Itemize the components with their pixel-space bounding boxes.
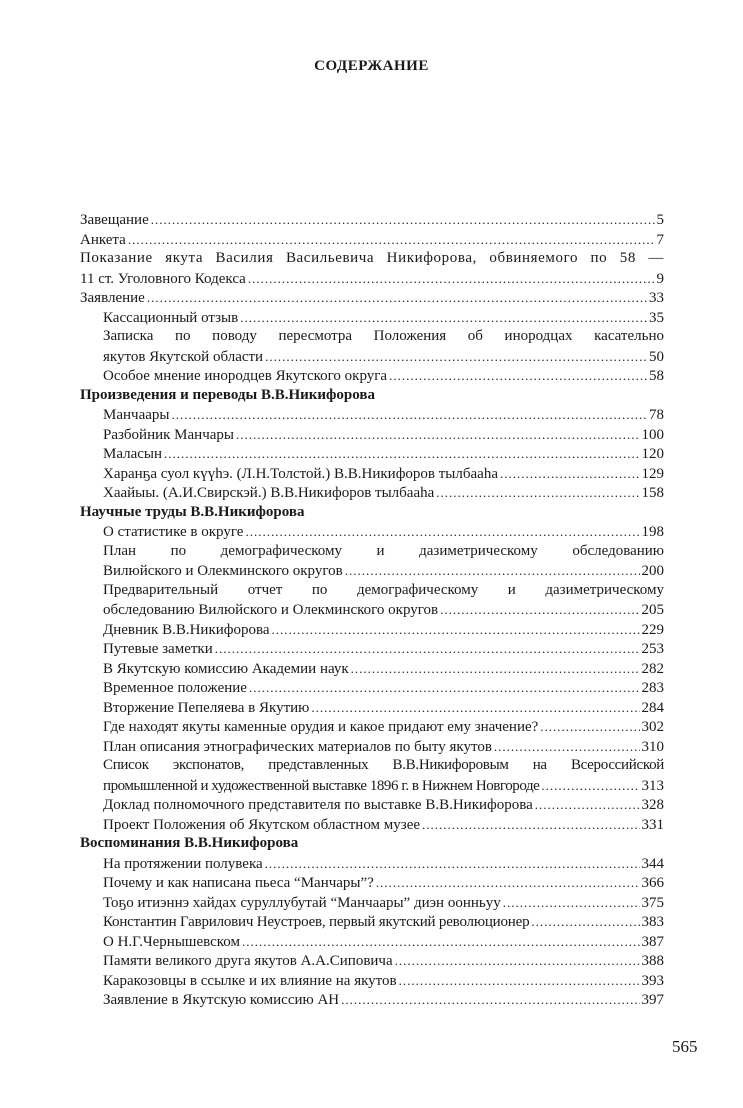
dot-leader: [376, 873, 640, 893]
toc-entry-page: 58: [649, 368, 664, 384]
toc-entry: [80, 600, 664, 620]
toc-entry: [80, 308, 664, 328]
toc-entry-title: Тоҕо итиэннэ хайдах суруллубутай “Манчаары” диэн оонньуу: [103, 894, 501, 911]
toc-entry-page: 229: [641, 621, 664, 638]
toc-entry-title: Вилюйского и Олекминского округов: [103, 563, 343, 579]
toc-entry-page: 5: [656, 212, 664, 228]
toc-entry-title: промышленной и художественной выставке 1896 г. в Нижнем Новгороде: [103, 777, 540, 794]
dot-leader: [311, 698, 639, 718]
dot-leader: [341, 990, 639, 1010]
toc-entry-page: 387: [641, 933, 664, 950]
toc-entry-title: Почему и как написана пьеса “Манчары”?: [103, 875, 374, 891]
toc-entry-title: Харанҕа суол күүһэ. (Л.Н.Толстой.) В.В.Никифоров тылбааһа: [103, 465, 498, 482]
dot-leader: [389, 366, 647, 386]
toc-entry-page: 100: [641, 426, 664, 443]
toc-entry: [80, 776, 664, 796]
toc-entry-title-line: Список экспонатов, представленных В.В.Никифоровым на Всероссийской: [103, 757, 664, 773]
toc-entry-page: 200: [641, 563, 664, 579]
dot-leader: [151, 210, 655, 230]
toc-entry-title: Завещание: [80, 212, 149, 228]
toc-entry-title: Хаайыы. (А.И.Свирскэй.) В.В.Никифоров тылбааһа: [103, 485, 435, 501]
toc-entry: [80, 815, 664, 835]
section-heading: [80, 503, 664, 523]
dot-leader: [171, 405, 647, 425]
toc-entry-title: Манчаары: [103, 407, 170, 423]
dot-leader: [500, 464, 640, 484]
toc-entry-title: Доклад полномочного представителя по выставке В.В.Никифорова: [103, 797, 533, 813]
toc-entry: [80, 971, 664, 991]
toc-entry-title: Проект Положения об Якутском областном музее: [103, 816, 421, 833]
toc-entry-title: В Якутскую комиссию Академии наук: [103, 660, 349, 677]
toc-entry-page: 7: [656, 231, 664, 248]
dot-leader: [531, 912, 639, 932]
toc-entry-page: 50: [649, 348, 664, 365]
section-heading-text: Произведения и переводы В.В.Никифорова: [80, 386, 375, 403]
toc-entry: [80, 795, 664, 815]
toc-entry-title: Особое мнение инородцев Якутского округа: [103, 368, 388, 384]
toc-entry: [80, 659, 664, 679]
toc-entry-page: 282: [641, 660, 664, 677]
dot-leader: [147, 288, 647, 308]
toc-entry-first-line: [80, 581, 664, 601]
toc-entry-title: Дневник В.В.Никифорова: [103, 621, 270, 638]
toc-entry: [80, 561, 664, 581]
toc-entry-title: Заявление: [80, 290, 145, 306]
toc-entry: [80, 425, 664, 445]
toc-entry-page: 253: [641, 641, 664, 657]
dot-leader: [399, 971, 640, 991]
toc-entry: [80, 873, 664, 893]
toc-entry: [80, 951, 664, 971]
dot-leader: [395, 951, 640, 971]
toc-entry-title: Вторжение Пепеляева в Якутию: [103, 699, 310, 716]
toc-entry-page: 310: [641, 738, 664, 755]
toc-entry-title: О статистике в округе: [103, 524, 244, 540]
toc-entry: [80, 737, 664, 757]
dot-leader: [440, 600, 639, 620]
toc-entry-page: 375: [641, 894, 664, 911]
toc-entry-page: 9: [656, 270, 664, 287]
section-heading: [80, 834, 664, 854]
section-heading-text: Научные труды В.В.Никифорова: [80, 503, 305, 520]
toc-entry-page: 284: [641, 699, 664, 716]
dot-leader: [345, 561, 640, 581]
toc-entry-page: 78: [649, 407, 664, 423]
toc-entry-page: 331: [641, 816, 664, 833]
toc-entry-title: Путевые заметки: [103, 641, 213, 657]
toc-entry-title-line: Предварительный отчет по демографическому и дазиметрическому: [103, 581, 664, 598]
toc-entry: [80, 405, 664, 425]
toc-entry-title: Анкета: [80, 231, 126, 248]
toc-entry-title: Константин Гаврилович Неустроев, первый якутский революционер: [103, 914, 530, 930]
dot-leader: [535, 795, 640, 815]
dot-leader: [164, 444, 639, 464]
toc-entry-title: О Н.Г.Чернышевском: [103, 933, 240, 950]
toc-entry: [80, 347, 664, 367]
toc-entry: [80, 269, 664, 289]
toc-entry-page: 397: [641, 992, 664, 1008]
toc-entry-title: На протяжении полувека: [103, 855, 263, 872]
toc-entry: [80, 932, 664, 952]
section-heading: [80, 386, 664, 406]
dot-leader: [351, 659, 640, 679]
dot-leader: [541, 776, 639, 796]
page-number: 565: [672, 1037, 698, 1056]
toc-entry-title: Памяти великого друга якутов А.А.Сиповича: [103, 953, 393, 969]
toc-entry-title: якутов Якутской области: [103, 348, 264, 365]
toc-entry: [80, 444, 664, 464]
dot-leader: [236, 425, 640, 445]
toc-entry-title: Где находят якуты каменные орудия и какое придают ему значение?: [103, 719, 539, 735]
toc-entry: [80, 990, 664, 1010]
toc-entry-title: Маласын: [103, 446, 163, 462]
toc-entry-page: 393: [641, 972, 664, 989]
toc-entry-title: обследованию Вилюйского и Олекминского округов: [103, 602, 439, 618]
toc-entry: [80, 366, 664, 386]
dot-leader: [272, 620, 640, 640]
toc-entry: [80, 522, 664, 542]
toc-entry: [80, 678, 664, 698]
toc-entry-page: 388: [641, 953, 664, 969]
toc-entry-title: Кассационный отзыв: [103, 309, 239, 326]
toc-entry-page: 366: [641, 875, 664, 891]
dot-leader: [128, 230, 655, 250]
toc-entry: [80, 464, 664, 484]
toc-entry: [80, 912, 664, 932]
toc-entry: [80, 620, 664, 640]
dot-leader: [265, 347, 647, 367]
toc-entry-first-line: [80, 542, 664, 562]
toc-entry-first-line: [80, 249, 664, 269]
page-title: СОДЕРЖАНИЕ: [314, 58, 429, 74]
dot-leader: [436, 483, 639, 503]
dot-leader: [494, 737, 640, 757]
dot-leader: [503, 893, 640, 913]
toc-entry-title: Заявление в Якутскую комиссию АН: [103, 992, 340, 1008]
toc-entry-page: 344: [641, 855, 664, 872]
toc-entry-page: 328: [641, 797, 664, 813]
toc-entry-title: План описания этнографических материалов по быту якутов: [103, 738, 492, 755]
toc-entry: [80, 230, 664, 250]
toc-entry-page: 120: [641, 446, 664, 462]
dot-leader: [265, 854, 640, 874]
toc-entry: [80, 483, 664, 503]
toc-entry: [80, 210, 664, 230]
toc-entry: [80, 854, 664, 874]
toc-entry: [80, 893, 664, 913]
dot-leader: [245, 522, 639, 542]
toc-entry-page: 283: [641, 680, 664, 696]
toc-entry: [80, 717, 664, 737]
toc-entry-page: 129: [641, 465, 664, 482]
toc-entry-page: 158: [641, 485, 664, 501]
toc-entry-page: 35: [649, 309, 664, 326]
toc-entry-page: 313: [641, 777, 664, 794]
toc-entry-title-line: План по демографическому и дазиметрическому обследованию: [103, 542, 664, 559]
table-of-contents: [80, 210, 664, 1010]
dot-leader: [249, 678, 640, 698]
section-heading-text: Воспоминания В.В.Никифорова: [80, 835, 299, 851]
toc-entry-page: 383: [641, 914, 664, 930]
toc-entry-page: 205: [641, 602, 664, 618]
toc-entry-page: 33: [649, 290, 664, 306]
toc-entry-title: Каракозовцы в ссылке и их влияние на якутов: [103, 972, 397, 989]
toc-entry-page: 198: [641, 524, 664, 540]
toc-entry: [80, 639, 664, 659]
toc-entry-title: 11 ст. Уголовного Кодекса: [80, 270, 246, 287]
toc-entry-title: Временное положение: [103, 680, 247, 696]
toc-entry-title: Разбойник Манчары: [103, 426, 234, 443]
dot-leader: [248, 269, 655, 289]
dot-leader: [540, 717, 639, 737]
toc-entry-title-line: Показание якута Василия Васильевича Никифорова, обвиняемого по 58 —: [80, 250, 664, 266]
dot-leader: [240, 308, 647, 328]
dot-leader: [215, 639, 640, 659]
toc-entry: [80, 288, 664, 308]
toc-entry-title-line: Записка по поводу пересмотра Положения об инородцах касательно: [103, 328, 664, 344]
dot-leader: [422, 815, 639, 835]
toc-entry-page: 302: [641, 719, 664, 735]
toc-entry-first-line: [80, 327, 664, 347]
toc-entry: [80, 698, 664, 718]
dot-leader: [242, 932, 640, 952]
toc-entry-first-line: [80, 756, 664, 776]
